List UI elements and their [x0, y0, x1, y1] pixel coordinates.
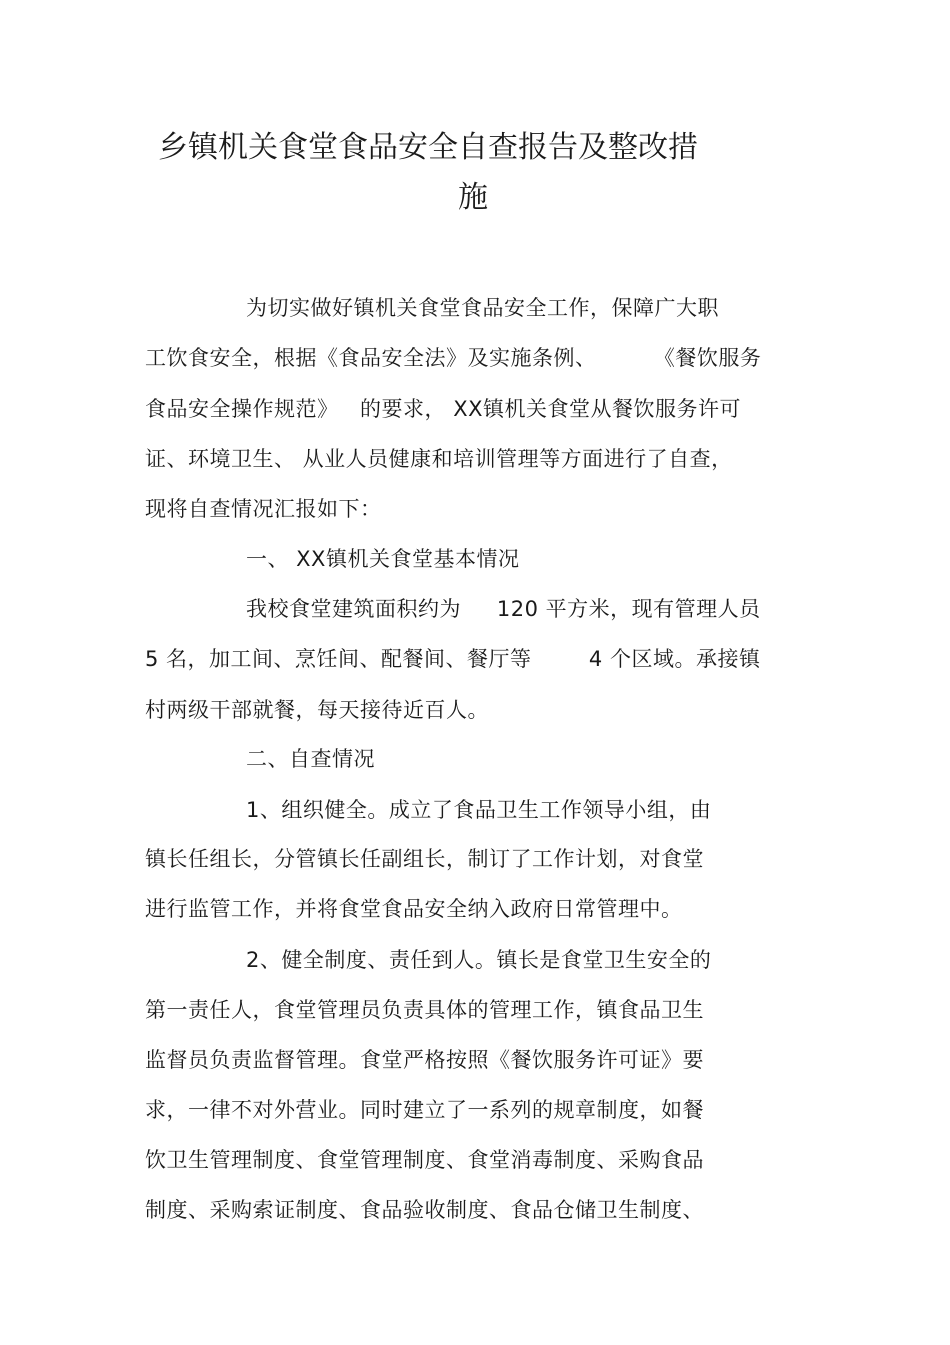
section-heading: 一、 XX镇机关食堂基本情况 [246, 547, 520, 571]
paragraph-line: 第一责任人，食堂管理员负责具体的管理工作，镇食品卫生 [145, 998, 704, 1022]
paragraph-line: 5 名，加工间、烹饪间、配餐间、餐厅等 4 个区域。承接镇 [145, 647, 761, 671]
paragraph-line: 现将自查情况汇报如下： [145, 497, 382, 521]
paragraph-line: 我校食堂建筑面积约为 120 平方米，现有管理人员 [246, 597, 761, 621]
document-title-line-2: 施 [458, 180, 488, 215]
paragraph-line: 为切实做好镇机关食堂食品安全工作，保障广大职 [246, 296, 719, 320]
paragraph-line: 1、组织健全。成立了食品卫生工作领导小组，由 [246, 798, 712, 822]
paragraph-line: 求，一律不对外营业。同时建立了一系列的规章制度，如餐 [145, 1098, 704, 1122]
paragraph-line: 村两级干部就餐，每天接待近百人。 [145, 698, 489, 722]
paragraph-line: 进行监管工作，并将食堂食品安全纳入政府日常管理中。 [145, 897, 683, 921]
paragraph-line: 饮卫生管理制度、食堂管理制度、食堂消毒制度、采购食品 [145, 1148, 704, 1172]
paragraph-line: 监督员负责监督管理。食堂严格按照《餐饮服务许可证》要 [145, 1048, 704, 1072]
paragraph-line: 食品安全操作规范》 的要求， XX镇机关食堂从餐饮服务许可 [145, 397, 741, 421]
paragraph-line: 制度、采购索证制度、食品验收制度、食品仓储卫生制度、 [145, 1198, 704, 1222]
paragraph-line: 2、健全制度、责任到人。镇长是食堂卫生安全的 [246, 948, 712, 972]
section-heading: 二、自查情况 [246, 747, 375, 771]
document-title-line-1: 乡镇机关食堂食品安全自查报告及整改措 [158, 130, 698, 165]
paragraph-line: 工饮食安全，根据《食品安全法》及实施条例、 《餐饮服务 [145, 346, 762, 370]
paragraph-line: 镇长任组长，分管镇长任副组长，制订了工作计划，对食堂 [145, 847, 704, 871]
paragraph-line: 证、环境卫生、 从业人员健康和培训管理等方面进行了自查， [145, 447, 733, 471]
